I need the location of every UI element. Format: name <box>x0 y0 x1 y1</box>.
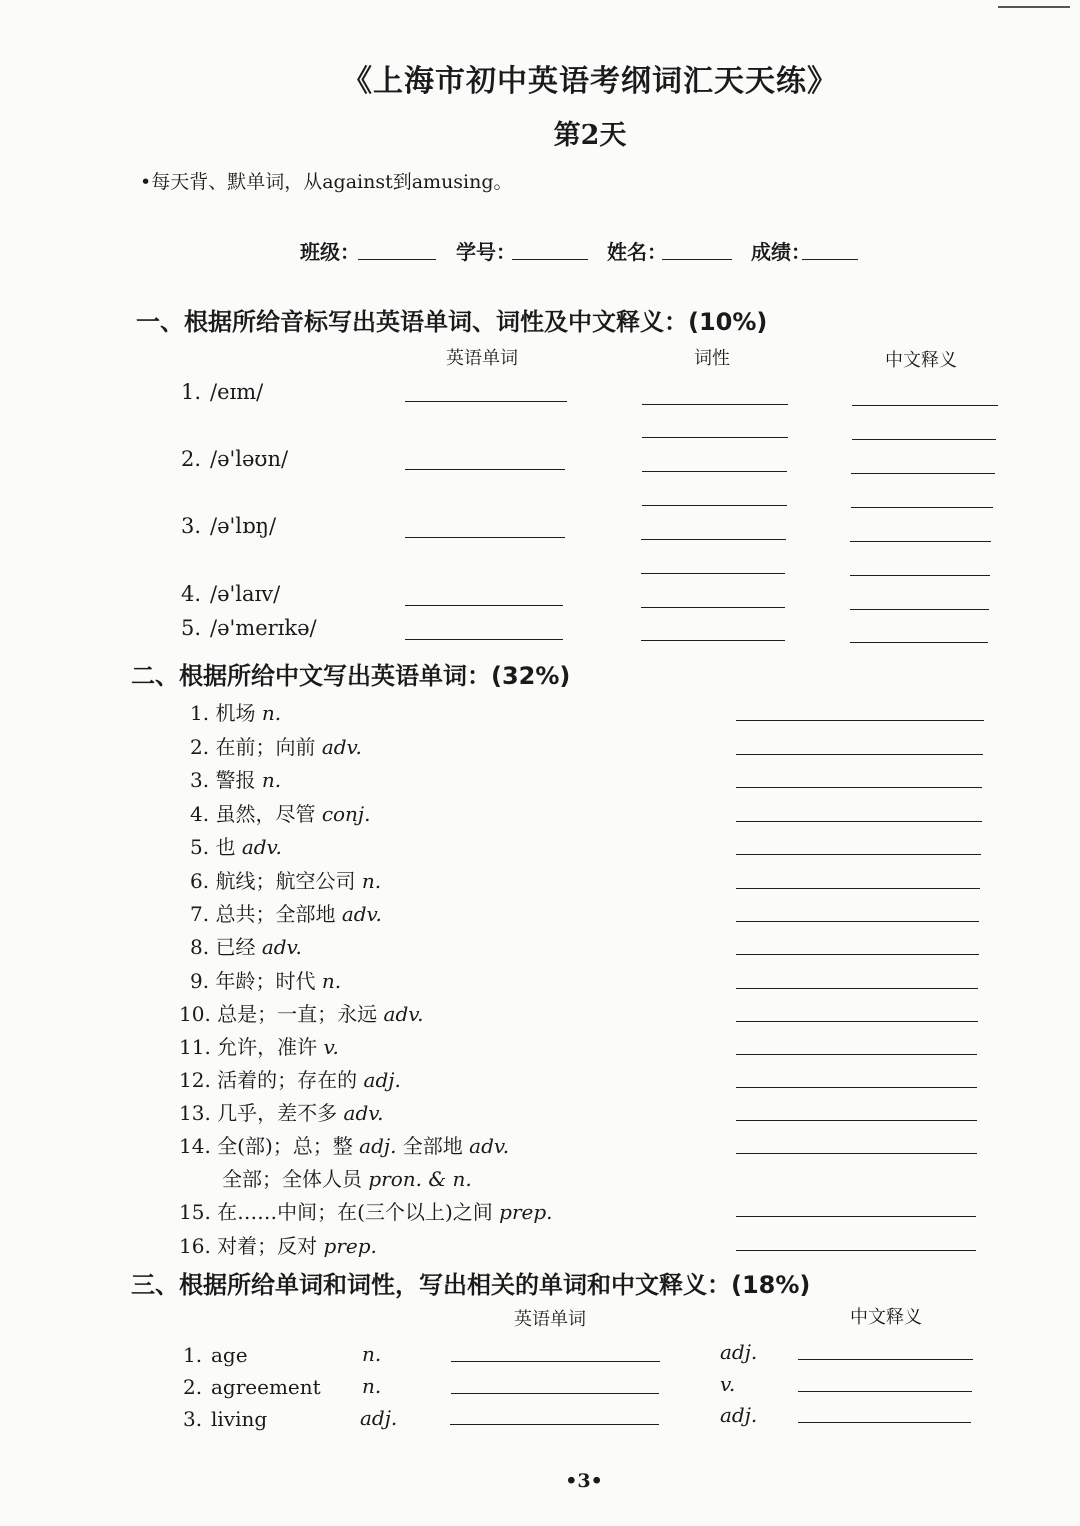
answer-line[interactable] <box>736 888 980 889</box>
given-pos: adj. <box>360 1406 398 1430</box>
list-item: 1. 机场 n. <box>190 701 282 725</box>
meaning-answer-line[interactable] <box>852 439 996 440</box>
item-number: 1. <box>183 1343 203 1367</box>
list-item: 9. 年龄；时代 n. <box>190 969 342 993</box>
meaning-answer-line[interactable] <box>798 1391 972 1392</box>
meaning-answer-line[interactable] <box>850 609 989 610</box>
given-word: living <box>211 1407 268 1431</box>
section3-col-meaning: 中文释义 <box>850 1307 922 1328</box>
answer-line[interactable] <box>736 754 983 755</box>
section1-heading: 一、根据所给音标写出英语单词、词性及中文释义：(10%) <box>136 308 768 336</box>
list-item: 16. 对着；反对 prep. <box>179 1234 377 1258</box>
word-answer-line[interactable] <box>405 401 567 402</box>
section1-col-meaning: 中文释义 <box>885 350 957 371</box>
given-pos: n. <box>362 1342 382 1366</box>
word-answer-line[interactable] <box>451 1361 660 1362</box>
word-answer-line[interactable] <box>405 605 563 606</box>
item-number: 2. <box>181 447 202 471</box>
meaning-answer-line[interactable] <box>852 405 998 406</box>
answer-line[interactable] <box>736 1054 977 1055</box>
given-word: age <box>211 1343 248 1367</box>
pos-answer-line[interactable] <box>642 505 787 506</box>
word-answer-line[interactable] <box>405 469 565 470</box>
score-field[interactable] <box>802 259 858 260</box>
answer-line[interactable] <box>736 1250 976 1251</box>
list-item: 15. 在……中间；在(三个以上)之间 prep. <box>179 1200 553 1224</box>
list-item: 3. 警报 n. <box>190 768 282 792</box>
pos-answer-line[interactable] <box>641 640 785 641</box>
list-item: 13. 几乎，差不多 adv. <box>179 1101 384 1125</box>
meaning-answer-line[interactable] <box>798 1422 971 1423</box>
section3-col-word: 英语单词 <box>514 1309 586 1330</box>
target-pos: v. <box>720 1372 736 1396</box>
student-number-field[interactable] <box>512 259 588 260</box>
name-field[interactable] <box>662 259 732 260</box>
list-item: 4. 虽然，尽管 conj. <box>190 802 371 826</box>
meaning-answer-line[interactable] <box>851 507 993 508</box>
pos-answer-line[interactable] <box>642 471 787 472</box>
item-number: 5. <box>181 616 202 640</box>
pos-answer-line[interactable] <box>641 573 785 574</box>
answer-line[interactable] <box>736 1087 977 1088</box>
meaning-answer-line[interactable] <box>850 541 991 542</box>
word-answer-line[interactable] <box>451 1393 659 1394</box>
list-item: 2. 在前；向前 adv. <box>190 735 362 759</box>
class-label: 班级： <box>300 240 360 264</box>
answer-line[interactable] <box>736 921 979 922</box>
page-number: •3• <box>565 1470 603 1492</box>
answer-line[interactable] <box>736 720 984 721</box>
list-item: 6. 航线；航空公司 n. <box>190 869 382 893</box>
section2-heading: 二、根据所给中文写出英语单词：(32%) <box>131 662 571 690</box>
answer-line[interactable] <box>736 787 982 788</box>
target-pos: adj. <box>720 1340 758 1364</box>
item-number: 3. <box>181 514 202 538</box>
list-item: 8. 已经 adv. <box>190 935 302 959</box>
meaning-answer-line[interactable] <box>851 473 995 474</box>
word-answer-line[interactable] <box>405 639 563 640</box>
list-item: 10. 总是；一直；永远 adv. <box>179 1002 424 1026</box>
pos-answer-line[interactable] <box>641 607 785 608</box>
meaning-answer-line[interactable] <box>798 1359 973 1360</box>
target-pos: adj. <box>720 1403 758 1427</box>
name-label: 姓名： <box>607 240 667 264</box>
section3-heading: 三、根据所给单词和词性，写出相关的单词和中文释义：(18%) <box>131 1271 811 1299</box>
corner-mark <box>998 6 1070 8</box>
answer-line[interactable] <box>736 954 979 955</box>
list-item: 11. 允许，准许 v. <box>179 1035 339 1059</box>
class-field[interactable] <box>358 259 436 260</box>
pos-answer-line[interactable] <box>641 539 786 540</box>
item-number: 3. <box>183 1407 203 1431</box>
intro-text: •每天背、默单词，从against到amusing。 <box>140 171 513 193</box>
student-number-label: 学号： <box>456 240 516 264</box>
phonetic: /eɪm/ <box>210 380 264 404</box>
phonetic: /ə'merɪkə/ <box>210 616 317 640</box>
score-label: 成绩： <box>751 240 811 264</box>
word-answer-line[interactable] <box>450 1424 659 1425</box>
page-title: 《上海市初中英语考纲词汇天天练》 <box>342 64 838 99</box>
list-item: 全部；全体人员 pron. & n. <box>222 1167 472 1191</box>
answer-line[interactable] <box>736 821 982 822</box>
list-item: 5. 也 adv. <box>190 835 282 859</box>
answer-line[interactable] <box>736 1153 977 1154</box>
pos-answer-line[interactable] <box>642 437 788 438</box>
answer-line[interactable] <box>736 1021 978 1022</box>
phonetic: /ə'lɒŋ/ <box>210 514 277 538</box>
pos-answer-line[interactable] <box>642 404 788 405</box>
meaning-answer-line[interactable] <box>850 642 988 643</box>
list-item: 12. 活着的；存在的 adj. <box>179 1068 401 1092</box>
item-number: 1. <box>181 380 202 404</box>
list-item: 7. 总共；全部地 adv. <box>190 902 382 926</box>
answer-line[interactable] <box>736 854 981 855</box>
section1-col-pos: 词性 <box>694 348 730 369</box>
item-number: 2. <box>183 1375 203 1399</box>
word-answer-line[interactable] <box>405 537 565 538</box>
given-pos: n. <box>362 1374 382 1398</box>
given-word: agreement <box>211 1375 321 1399</box>
answer-line[interactable] <box>736 988 978 989</box>
meaning-answer-line[interactable] <box>850 575 990 576</box>
section1-col-word: 英语单词 <box>446 348 518 369</box>
list-item: 14. 全(部)；总；整 adj. 全部地 adv. <box>179 1134 510 1158</box>
day-label: 第2天 <box>553 120 627 151</box>
answer-line[interactable] <box>736 1216 976 1217</box>
answer-line[interactable] <box>736 1120 977 1121</box>
phonetic: /ə'ləʊn/ <box>210 447 289 471</box>
phonetic: /ə'laɪv/ <box>210 582 281 606</box>
item-number: 4. <box>181 582 202 606</box>
